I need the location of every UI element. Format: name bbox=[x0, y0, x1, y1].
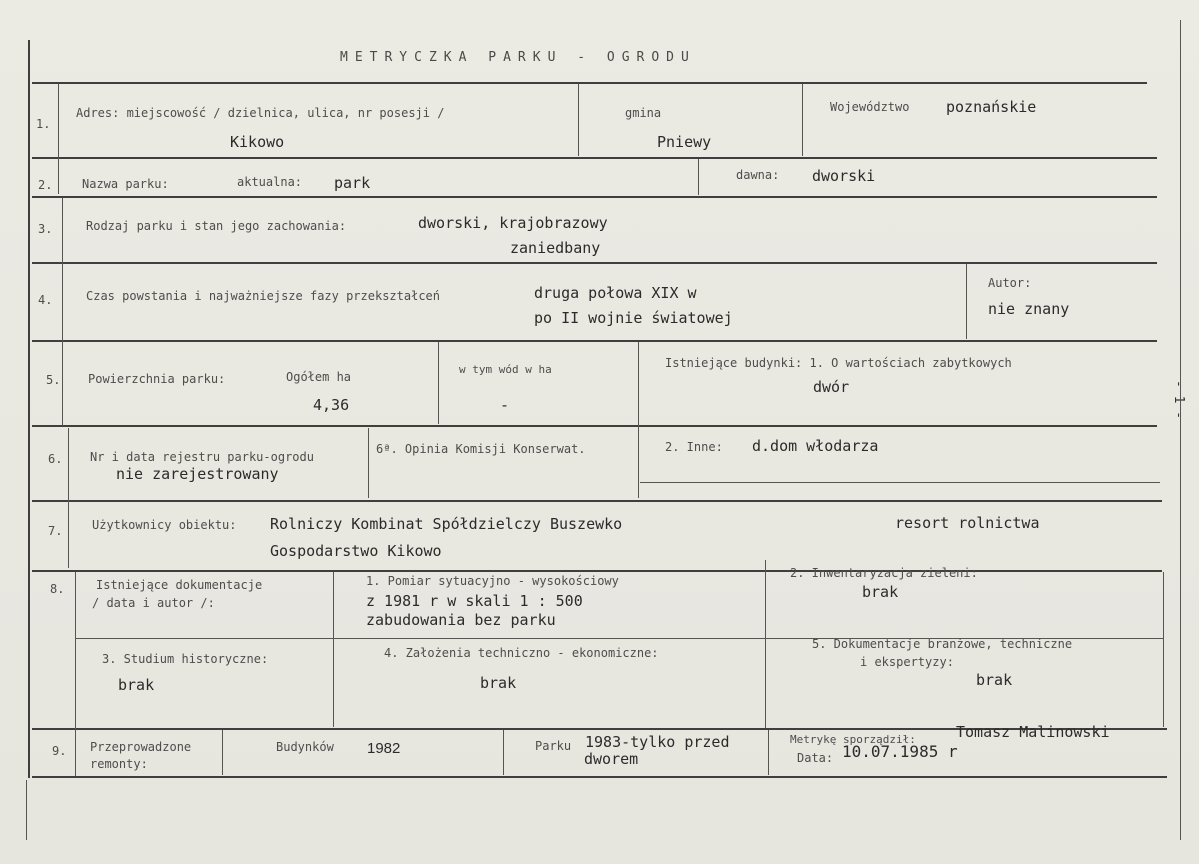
row-number: 5. bbox=[46, 373, 61, 387]
author-label: Autor: bbox=[988, 276, 1032, 290]
num-col-c bbox=[68, 428, 69, 568]
users-label: Użytkownicy obiektu: bbox=[92, 518, 237, 532]
current-name-value: park bbox=[334, 174, 371, 192]
page-number: - 1 - bbox=[1171, 380, 1186, 420]
r9-div-3 bbox=[768, 730, 769, 775]
techno-value: brak bbox=[480, 674, 517, 692]
rule-5 bbox=[32, 425, 1157, 427]
opinion-label: 6ª. Opinia Komisji Konserwat. bbox=[376, 442, 586, 456]
history-phase-2: po II wojnie światowej bbox=[534, 309, 733, 327]
date-label: Data: bbox=[797, 751, 834, 765]
water-area-label: w tym wód w ha bbox=[459, 363, 552, 376]
repairs-buildings-value: 1982 bbox=[367, 740, 401, 757]
r1-div-1 bbox=[578, 84, 579, 156]
date-value: 10.07.1985 r bbox=[842, 742, 958, 761]
survey-line-2: zabudowania bez parku bbox=[366, 611, 556, 629]
resort-value: resort rolnictwa bbox=[895, 514, 1040, 532]
area-total-value: 4,36 bbox=[313, 396, 350, 414]
locality-value: Kikowo bbox=[230, 133, 285, 151]
branch-docs-label-2: i ekspertyzy: bbox=[860, 655, 954, 669]
greenery-value: brak bbox=[862, 583, 899, 601]
user-2: Gospodarstwo Kikowo bbox=[270, 542, 442, 560]
gmina-value: Pniewy bbox=[657, 133, 712, 151]
repairs-buildings-label: Budynków bbox=[276, 740, 334, 754]
branch-docs-label-1: 5. Dokumentacje branżowe, techniczne bbox=[812, 637, 1073, 651]
row-number: 7. bbox=[48, 524, 63, 538]
rule-bottom bbox=[32, 776, 1167, 778]
rule-3 bbox=[32, 262, 1157, 264]
r9-div-2 bbox=[503, 730, 504, 775]
history-phase-1: druga połowa XIX w bbox=[534, 284, 697, 302]
rule-4 bbox=[32, 340, 1157, 342]
buildings-label: Istniejące budynki: 1. O wartościach zabytkowych bbox=[665, 356, 1012, 370]
survey-line-1: z 1981 r w skali 1 : 500 bbox=[366, 592, 583, 610]
park-name-label: Nazwa parku: bbox=[82, 177, 169, 191]
r4-div bbox=[966, 264, 967, 339]
author-made-label: Metrykę sporządził: bbox=[790, 733, 916, 746]
r2-div bbox=[698, 159, 699, 195]
docs-label-1: Istniejące dokumentacje bbox=[96, 578, 263, 592]
frame-left bbox=[28, 40, 30, 778]
author-value: nie znany bbox=[988, 300, 1070, 318]
current-name-label: aktualna: bbox=[237, 175, 303, 189]
other-buildings-value: d.dom włodarza bbox=[752, 437, 879, 455]
form-title: METRYCZKA PARKU - OGRODU bbox=[340, 50, 696, 65]
history-study-label: 3. Studium historyczne: bbox=[102, 652, 269, 666]
r5-div-2 bbox=[638, 342, 639, 498]
r9-div-1 bbox=[222, 730, 223, 775]
former-name-label: dawna: bbox=[736, 168, 780, 182]
num-col-d bbox=[75, 572, 76, 776]
repairs-label-2: remonty: bbox=[90, 757, 148, 771]
gmina-label: gmina bbox=[625, 106, 662, 120]
row-number: 1. bbox=[36, 117, 51, 131]
r6-div bbox=[368, 428, 369, 498]
row-number: 9. bbox=[52, 744, 67, 758]
area-label: Powierzchnia parku: bbox=[88, 372, 226, 386]
r6-right-rule bbox=[640, 482, 1160, 483]
park-type-label: Rodzaj parku i stan jego zachowania: bbox=[86, 219, 347, 233]
rule-6 bbox=[32, 500, 1162, 502]
repairs-label-1: Przeprowadzone bbox=[90, 740, 192, 754]
user-1: Rolniczy Kombinat Spółdzielczy Buszewko bbox=[270, 515, 623, 533]
water-area-value: - bbox=[500, 396, 510, 414]
row-number: 8. bbox=[50, 582, 65, 596]
park-state-value: zaniedbany bbox=[510, 239, 601, 257]
history-study-value: brak bbox=[118, 676, 155, 694]
rule-2 bbox=[32, 196, 1157, 198]
branch-docs-value: brak bbox=[976, 671, 1013, 689]
park-type-value: dworski, krajobrazowy bbox=[418, 214, 608, 232]
row-number: 4. bbox=[38, 293, 53, 307]
repairs-park-line-1: 1983-tylko przed bbox=[585, 733, 730, 751]
r8-div-1 bbox=[333, 572, 334, 727]
history-label: Czas powstania i najważniejsze fazy przekształceń bbox=[86, 289, 441, 303]
frame-right-edge bbox=[1180, 20, 1181, 840]
address-label: Adres: miejscowość / dzielnica, ulica, nr posesji / bbox=[76, 106, 445, 120]
voivodeship-value: poznańskie bbox=[946, 98, 1037, 116]
docs-label-2: / data i autor /: bbox=[92, 596, 215, 610]
frame-left-tail bbox=[26, 780, 27, 840]
rule-7 bbox=[32, 570, 1162, 572]
register-label: Nr i data rejestru parku-ogrodu bbox=[90, 450, 314, 464]
building-value: dwór bbox=[813, 378, 850, 396]
repairs-park-line-2: dworem bbox=[584, 750, 639, 768]
area-total-label: Ogółem ha bbox=[286, 370, 352, 384]
author-made-value: Tomasz Malinowski bbox=[956, 723, 1110, 741]
other-buildings-label: 2. Inne: bbox=[665, 440, 723, 454]
r8-div-right bbox=[1163, 572, 1164, 727]
repairs-park-label: Parku bbox=[535, 739, 572, 753]
r8-div-2 bbox=[765, 560, 766, 728]
row-number: 6. bbox=[48, 452, 63, 466]
voivodeship-label: Województwo bbox=[830, 100, 910, 114]
row-number: 2. bbox=[38, 178, 53, 192]
greenery-label: 2. Inwentaryzacja zieleni: bbox=[790, 566, 978, 580]
r5-div-1 bbox=[438, 342, 439, 424]
num-col-b bbox=[62, 198, 63, 426]
row-number: 3. bbox=[38, 222, 53, 236]
register-value: nie zarejestrowany bbox=[116, 465, 279, 483]
rule-1 bbox=[32, 157, 1157, 159]
former-name-value: dworski bbox=[812, 167, 876, 185]
rule-top bbox=[32, 82, 1147, 84]
num-col-a bbox=[58, 84, 59, 194]
survey-label: 1. Pomiar sytuacyjno - wysokościowy bbox=[366, 574, 619, 588]
r1-div-2 bbox=[802, 84, 803, 156]
techno-label: 4. Założenia techniczno - ekonomiczne: bbox=[384, 646, 659, 660]
